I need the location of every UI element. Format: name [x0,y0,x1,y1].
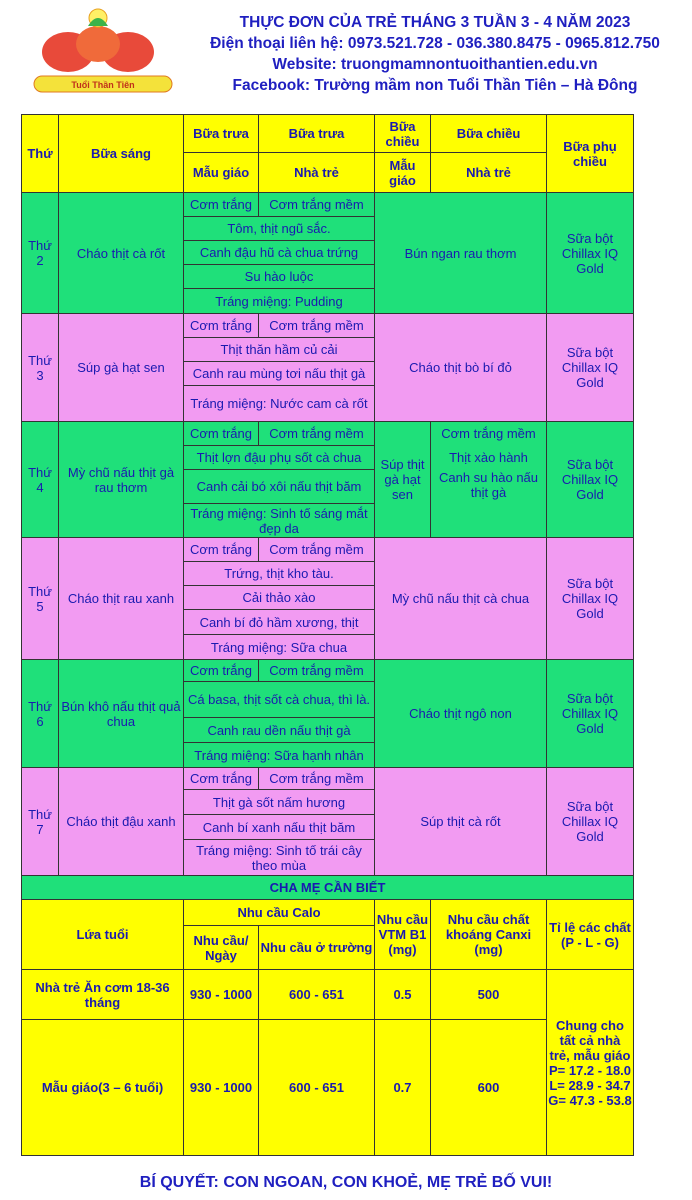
header-text [185,12,685,96]
dinner-nt: Cơm trắng mềm [431,422,547,446]
snack: Sữa bột Chillax IQ Gold [547,660,634,768]
row2-day: 930 - 1000 [184,1020,259,1156]
parents-title: CHA MẸ CẦN BIẾT [22,876,634,900]
lunch-dish: Canh rau dền nấu thịt gà [184,718,375,743]
dinner: Bún ngan rau thơm [375,193,547,314]
col-bua-sang: Bữa sáng [59,115,184,193]
lunch-dessert: Tráng miệng: Sữa hạnh nhân [184,743,375,768]
row2-school: 600 - 651 [259,1020,375,1156]
lunch-dessert: Tráng miệng: Sữa chua [184,635,375,660]
page-header [0,0,692,112]
snack: Sữa bột Chillax IQ Gold [547,422,634,538]
day-label: Thứ 7 [22,768,59,876]
dinner-nt: Thịt xào hành [431,446,547,470]
lunch-dessert: Tráng miệng: Pudding [184,289,375,314]
lunch-dish: Canh đậu hũ cà chua trứng [184,241,375,265]
dinner-nt: Canh su hào nấu thịt gà [431,470,547,538]
lunch-mg: Cơm trắng [184,538,259,562]
dinner: Cháo thịt bò bí đỏ [375,314,547,422]
lunch-dish: Canh rau mùng tơi nấu thịt gà [184,362,375,386]
lunch-nt: Cơm trắng mềm [259,660,375,682]
lunch-dessert: Tráng miệng: Sinh tố sáng mắt đẹp da [184,504,375,538]
h-ca: Nhu cầu chất khoáng Canxi (mg) [431,900,547,970]
lunch-dish: Trứng, thịt kho tàu. [184,562,375,586]
lunch-dish: Cải thảo xào [184,586,375,610]
lunch-dish: Cá basa, thịt sốt cà chua, thì là. [184,682,375,718]
col-bua-trua-mg: Bữa trưa [184,115,259,153]
footer-slogan: BÍ QUYẾT: CON NGOAN, CON KHOẺ, MẸ TRẺ BỐ VUI! [139,1174,553,1191]
lunch-dish: Canh cải bó xôi nấu thịt băm [184,470,375,504]
row2-ca: 600 [431,1020,547,1156]
day-label: Thứ 2 [22,193,59,314]
day-label: Thứ 6 [22,660,59,768]
col-bua-chieu-mg: Bữa chiều [375,115,431,153]
lunch-dish: Thịt gà sốt nấm hương [184,790,375,815]
menu-title: THỰC ĐƠN CỦA TRẺ THÁNG 3 TUẦN 3 - 4 NĂM 2023 [239,14,631,31]
row1-day: 930 - 1000 [184,970,259,1020]
lunch-dessert: Tráng miệng: Sinh tố trái cây theo mùa [184,840,375,876]
sub-mau-giao-2: Mẫu giáo [375,153,431,193]
lunch-nt: Cơm trắng mềm [259,768,375,790]
lunch-mg: Cơm trắng [184,314,259,338]
h-school: Nhu cầu ở trường [259,926,375,970]
lunch-mg: Cơm trắng [184,768,259,790]
menu-table [21,114,634,1156]
h-calo: Nhu cầu Calo [184,900,375,926]
lunch-nt: Cơm trắng mềm [259,193,375,217]
h-ratio: Tỉ lệ các chất (P - L - G) [547,900,634,970]
lunch-dessert: Tráng miệng: Nước cam cà rốt [184,386,375,422]
col-bua-phu: Bữa phụ chiều [547,115,634,193]
lunch-dish: Thịt lợn đậu phụ sốt cà chua [184,446,375,470]
dinner: Cháo thịt ngô non [375,660,547,768]
lunch-nt: Cơm trắng mềm [259,314,375,338]
lunch-dish: Canh bí xanh nấu thịt băm [184,815,375,840]
h-day: Nhu cầu/ Ngày [184,926,259,970]
lunch-dish: Canh bí đỏ hầm xương, thịt [184,610,375,635]
h-age: Lứa tuổi [22,900,184,970]
dinner: Mỳ chũ nấu thịt cà chua [375,538,547,660]
breakfast: Bún khô nấu thịt quả chua [59,660,184,768]
sub-nha-tre-2: Nhà trẻ [431,153,547,193]
phone-line: Điện thoại liên hệ: 0973.521.728 - 036.380.8475 - 0965.812.750 [210,35,660,52]
lunch-mg: Cơm trắng [184,193,259,217]
website-line: Website: truongmamnontuoithantien.edu.vn [272,56,598,73]
col-bua-chieu-nt: Bữa chiều [431,115,547,153]
lunch-dish: Tôm, thịt ngũ sắc. [184,217,375,241]
lunch-dish: Su hào luộc [184,265,375,289]
row1-age: Nhà trẻ Ăn cơm 18-36 tháng [22,970,184,1020]
lunch-nt: Cơm trắng mềm [259,538,375,562]
dinner: Súp thịt cà rốt [375,768,547,876]
lunch-mg: Cơm trắng [184,660,259,682]
breakfast: Mỳ chũ nấu thịt gà rau thơm [59,422,184,538]
breakfast: Súp gà hạt sen [59,314,184,422]
lunch-dish: Thịt thăn hầm củ cải [184,338,375,362]
facebook-line: Facebook: Trường mầm non Tuổi Thần Tiên – Hà Đông [232,77,638,94]
snack: Sữa bột Chillax IQ Gold [547,768,634,876]
sub-mau-giao: Mẫu giáo [184,153,259,193]
day-label: Thứ 3 [22,314,59,422]
school-logo [28,4,178,96]
breakfast: Cháo thịt cà rốt [59,193,184,314]
row1-school: 600 - 651 [259,970,375,1020]
lunch-mg: Cơm trắng [184,422,259,446]
row1-b1: 0.5 [375,970,431,1020]
lunch-nt: Cơm trắng mềm [259,422,375,446]
row1-ca: 500 [431,970,547,1020]
row2-b1: 0.7 [375,1020,431,1156]
day-label: Thứ 4 [22,422,59,538]
snack: Sữa bột Chillax IQ Gold [547,538,634,660]
breakfast: Cháo thịt đậu xanh [59,768,184,876]
breakfast: Cháo thịt rau xanh [59,538,184,660]
ratio: Chung cho tất cả nhà trẻ, mẫu giáo P= 17.2 - 18.0 L= 28.9 - 34.7 G= 47.3 - 53.8 [547,970,634,1156]
col-bua-trua-nt: Bữa trưa [259,115,375,153]
h-b1: Nhu cầu VTM B1 (mg) [375,900,431,970]
row2-age: Mẫu giáo(3 – 6 tuổi) [22,1020,184,1156]
logo-text: Tuổi Thần Tiên [71,80,135,90]
snack: Sữa bột Chillax IQ Gold [547,193,634,314]
col-thu: Thứ [22,115,59,193]
dinner-mg: Súp thịt gà hạt sen [375,422,431,538]
sub-nha-tre: Nhà trẻ [259,153,375,193]
day-label: Thứ 5 [22,538,59,660]
snack: Sữa bột Chillax IQ Gold [547,314,634,422]
